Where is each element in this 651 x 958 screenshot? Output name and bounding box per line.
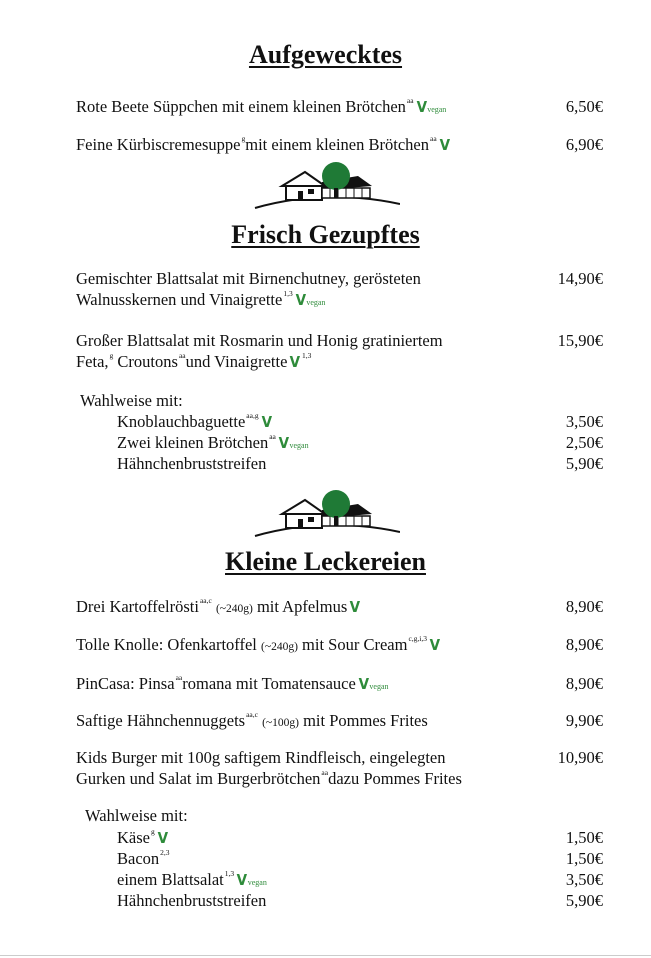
menu-item (76, 134, 450, 158)
item-price: 8,90€ (565, 635, 603, 654)
item-name-cont: Walnusskernen und Vinaigrette (76, 290, 283, 309)
allergen-note: aa,g (246, 411, 259, 420)
vegan-label: vegan (369, 682, 389, 691)
item-name-cont: und Vinaigrette (185, 352, 288, 371)
allergen-note: aa (321, 768, 329, 777)
option-name: Knoblauchbaguette (117, 412, 246, 431)
option-price: 1,50€ (565, 849, 603, 868)
vegetarian-v-icon: V (236, 871, 248, 889)
option-name: Hähnchenbruststreifen (117, 891, 267, 910)
options-label: Wahlweise mit: (80, 391, 183, 410)
item-price: 8,90€ (565, 597, 603, 616)
options-label: Wahlweise mit: (85, 806, 188, 825)
item-price: 6,90€ (565, 135, 603, 154)
allergen-note: g (109, 351, 114, 360)
item-weight: (~100g) (262, 717, 299, 729)
item-name: Drei Kartoffelrösti (76, 597, 199, 616)
item-name-cont: mit einem kleinen Brötchen (245, 135, 429, 154)
vegetarian-v-icon: V (278, 434, 289, 452)
menu-item (76, 330, 443, 375)
allergen-note: aa (269, 432, 276, 441)
section-heading-aufgewecktes: Aufgewecktes (248, 40, 403, 69)
item-weight: (~240g) (261, 641, 298, 653)
item-name-cont: Gurken und Salat im Burgerbrötchen (76, 769, 321, 788)
menu-item (76, 268, 421, 313)
item-name-cont: dazu Pommes Frites (328, 769, 462, 788)
allergen-note: 1,3 (224, 869, 235, 878)
vegetarian-v-icon: V (157, 829, 168, 847)
allergen-note: aa (178, 351, 186, 360)
vegetarian-v-icon: V (261, 413, 272, 431)
item-name: PinCasa: Pinsa (76, 674, 175, 693)
vegetarian-v-icon: V (416, 98, 427, 116)
item-name: Feine Kürbiscremesuppe (76, 135, 241, 154)
vegetarian-v-icon: V (439, 136, 450, 154)
item-weight: (~240g) (215, 603, 253, 615)
allergen-note: aa (406, 96, 414, 105)
section-heading-kleine-leckereien: Kleine Leckereien (225, 547, 426, 576)
page-edge-divider (0, 955, 651, 956)
item-name: Saftige Hähnchennuggets (76, 711, 246, 730)
menu-item (76, 673, 389, 697)
item-name-cont: mit Sour Cream (302, 635, 408, 654)
item-price: 14,90€ (557, 269, 603, 288)
item-name: Kids Burger mit 100g saftigem Rindfleisch, eingelegten (76, 748, 446, 767)
vegetarian-v-icon: V (349, 598, 361, 616)
allergen-note: g (241, 134, 246, 143)
item-name: Tolle Knolle: Ofenkartoffel (76, 635, 257, 654)
menu-item (76, 634, 441, 658)
allergen-note: c,g,i,3 (408, 634, 427, 643)
allergen-note: g (150, 827, 155, 836)
menu-item (76, 96, 446, 120)
item-name: Rote Beete Süppchen mit einem kleinen Brötchen (76, 97, 406, 116)
allergen-note: aa (430, 134, 437, 143)
menu-item (76, 596, 361, 620)
menu-item (76, 710, 428, 734)
item-price: 6,50€ (565, 97, 603, 116)
vegetarian-v-icon: V (295, 291, 306, 309)
item-name: Gemischter Blattsalat mit Birnenchutney, gerösteten (76, 269, 421, 288)
option-name: Zwei kleinen Brötchen (117, 433, 269, 452)
allergen-note: 1,3 (283, 289, 293, 298)
item-name-cont: Feta, (76, 352, 109, 371)
item-price: 10,90€ (557, 748, 603, 767)
item-price: 9,90€ (565, 711, 603, 730)
item-name-cont: mit Pommes Frites (303, 711, 428, 730)
option-item (117, 453, 266, 474)
vegetarian-v-icon: V (358, 675, 369, 693)
option-price: 3,50€ (565, 412, 603, 431)
option-name: Bacon (117, 849, 160, 868)
option-price: 5,90€ (565, 891, 603, 910)
item-name: Großer Blattsalat mit Rosmarin und Honig gratiniertem (76, 331, 443, 350)
item-price: 8,90€ (565, 674, 603, 693)
section-heading-frisch-gezupftes: Frisch Gezupftes (231, 220, 420, 249)
menu-item (76, 747, 462, 792)
farmhouse-tree-logo (250, 160, 400, 210)
item-name-cont: Croutons (117, 352, 178, 371)
option-item (117, 890, 266, 911)
option-price: 2,50€ (565, 433, 603, 452)
allergen-note: aa (175, 673, 183, 682)
option-price: 3,50€ (565, 870, 603, 889)
allergen-note: aa,c (246, 710, 258, 719)
vegan-label: vegan (427, 105, 447, 114)
vegetarian-v-icon: V (429, 636, 441, 654)
item-name-cont: romana mit Tomatensauce (182, 674, 356, 693)
vegan-label: vegan (247, 878, 267, 887)
vegetarian-v-icon: V (290, 353, 301, 371)
option-name: Hähnchenbruststreifen (117, 454, 267, 473)
option-name: einem Blattsalat (117, 870, 224, 889)
allergen-note: aa,c (199, 596, 212, 605)
allergen-note: 1,3 (302, 351, 312, 360)
item-price: 15,90€ (557, 331, 603, 350)
vegan-label: vegan (306, 298, 326, 307)
option-name: Käse (117, 828, 150, 847)
farmhouse-tree-logo (250, 488, 400, 538)
allergen-note: 2,3 (160, 848, 170, 857)
option-price: 5,90€ (565, 454, 603, 473)
item-name-cont: mit Apfelmus (256, 597, 348, 616)
vegan-label: vegan (289, 441, 309, 450)
option-price: 1,50€ (565, 828, 603, 847)
